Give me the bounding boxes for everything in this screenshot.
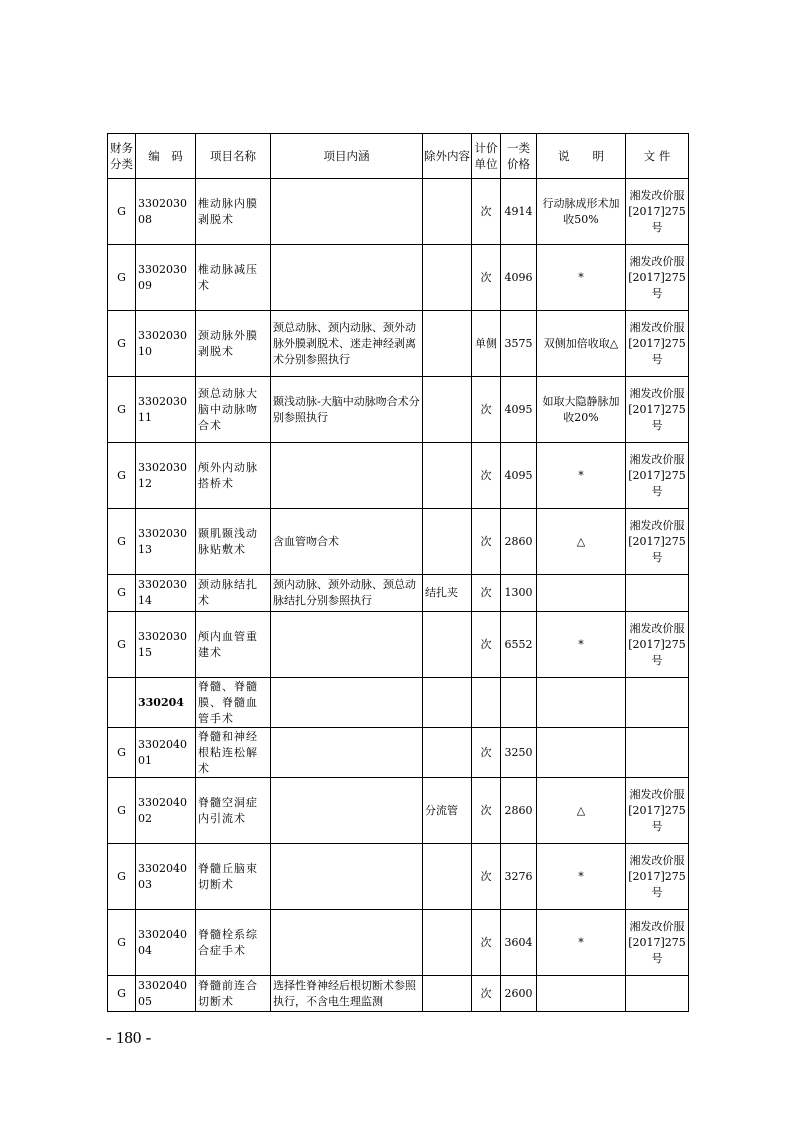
cell-excluded [423,443,472,509]
table-header-row [108,134,689,179]
cell-name: 颅外内动脉搭桥术 [196,443,271,509]
cell-category: G [108,612,136,678]
cell-code: 330204001 [136,728,196,778]
cell-note [537,575,626,612]
cell-category: G [108,377,136,443]
cell-content [271,443,423,509]
cell-file [626,575,689,612]
cell-name: 脊髓、脊髓膜、脊髓血管手术 [196,678,271,728]
cell-price: 3575 [501,311,537,377]
cell-name: 脊髓栓系综合症手术 [196,910,271,976]
table-row-section [108,678,689,728]
cell-file [626,976,689,1012]
cell-file: 湘发改价服[2017]275号 [626,377,689,443]
table-row [108,179,689,245]
cell-unit: 次 [472,910,501,976]
cell-code: 330203009 [136,245,196,311]
cell-code: 330203011 [136,377,196,443]
cell-code: 330203013 [136,509,196,575]
cell-note: * [537,612,626,678]
cell-price: 4914 [501,179,537,245]
cell-file: 湘发改价服[2017]275号 [626,910,689,976]
cell-name: 椎动脉减压术 [196,245,271,311]
cell-content: 颈内动脉、颈外动脉、颈总动脉结扎分别参照执行 [271,575,423,612]
cell-code: 330203008 [136,179,196,245]
header-code: 编 码 [136,134,196,179]
cell-content [271,844,423,910]
table-row [108,311,689,377]
table-row [108,377,689,443]
cell-category: G [108,443,136,509]
header-name: 项目名称 [196,134,271,179]
cell-file: 湘发改价服[2017]275号 [626,612,689,678]
cell-note [537,976,626,1012]
cell-category: G [108,311,136,377]
cell-excluded [423,377,472,443]
cell-note: △ [537,778,626,844]
header-file: 文 件 [626,134,689,179]
cell-name: 颈动脉结扎术 [196,575,271,612]
cell-excluded [423,678,472,728]
cell-price: 2860 [501,778,537,844]
cell-unit: 次 [472,377,501,443]
header-unit: 计价单位 [472,134,501,179]
cell-file: 湘发改价服[2017]275号 [626,245,689,311]
cell-excluded [423,509,472,575]
cell-content [271,179,423,245]
table-row [108,245,689,311]
cell-note [537,728,626,778]
cell-unit: 次 [472,509,501,575]
cell-file: 湘发改价服[2017]275号 [626,311,689,377]
cell-unit: 次 [472,245,501,311]
cell-excluded [423,976,472,1012]
cell-category: G [108,844,136,910]
cell-content [271,245,423,311]
cell-category [108,678,136,728]
cell-code: 330203015 [136,612,196,678]
cell-excluded [423,844,472,910]
cell-unit: 次 [472,179,501,245]
header-note: 说 明 [537,134,626,179]
cell-unit [472,678,501,728]
cell-excluded [423,612,472,678]
cell-code: 330203012 [136,443,196,509]
page-number: - 180 - [106,1028,152,1047]
cell-note: * [537,443,626,509]
cell-unit: 次 [472,844,501,910]
cell-name: 颈总动脉大脑中动脉吻合术 [196,377,271,443]
fee-table [107,133,689,1012]
cell-code: 330203010 [136,311,196,377]
cell-price: 3604 [501,910,537,976]
header-content: 项目内涵 [271,134,423,179]
cell-name: 颈动脉外膜剥脱术 [196,311,271,377]
cell-price: 4096 [501,245,537,311]
cell-unit: 次 [472,778,501,844]
cell-code: 330204 [136,678,196,728]
cell-note: 如取大隐静脉加收20% [537,377,626,443]
cell-content [271,778,423,844]
table-row [108,976,689,1012]
cell-name: 脊髓丘脑束切断术 [196,844,271,910]
cell-excluded: 分流管 [423,778,472,844]
cell-category: G [108,910,136,976]
cell-file: 湘发改价服[2017]275号 [626,509,689,575]
cell-excluded [423,910,472,976]
cell-content: 含血管吻合术 [271,509,423,575]
cell-unit: 次 [472,728,501,778]
cell-content [271,612,423,678]
header-category: 财务分类 [108,134,136,179]
cell-content [271,728,423,778]
cell-note: * [537,910,626,976]
cell-code: 330204003 [136,844,196,910]
cell-note: 双侧加倍收取△ [537,311,626,377]
cell-price: 3276 [501,844,537,910]
cell-category: G [108,778,136,844]
cell-file [626,728,689,778]
cell-note: △ [537,509,626,575]
cell-price: 6552 [501,612,537,678]
cell-unit: 次 [472,612,501,678]
cell-price: 4095 [501,377,537,443]
table-row [108,728,689,778]
table-row [108,844,689,910]
header-excluded: 除外内容 [423,134,472,179]
cell-price: 3250 [501,728,537,778]
cell-excluded [423,179,472,245]
cell-unit: 单侧 [472,311,501,377]
cell-price: 1300 [501,575,537,612]
cell-code: 330203014 [136,575,196,612]
cell-excluded [423,311,472,377]
cell-excluded [423,728,472,778]
table-row [108,910,689,976]
table-row [108,778,689,844]
cell-price [501,678,537,728]
cell-price: 2600 [501,976,537,1012]
cell-note: * [537,245,626,311]
cell-content: 选择性脊神经后根切断术参照执行，不含电生理监测 [271,976,423,1012]
cell-file: 湘发改价服[2017]275号 [626,179,689,245]
cell-note: * [537,844,626,910]
cell-file: 湘发改价服[2017]275号 [626,844,689,910]
cell-name: 椎动脉内膜剥脱术 [196,179,271,245]
cell-note: 行动脉成形术加收50% [537,179,626,245]
cell-category: G [108,509,136,575]
cell-name: 颅内血管重建术 [196,612,271,678]
cell-category: G [108,179,136,245]
cell-price: 4095 [501,443,537,509]
cell-file [626,678,689,728]
cell-excluded [423,245,472,311]
cell-category: G [108,728,136,778]
cell-content: 颈总动脉、颈内动脉、颈外动脉外膜剥脱术、迷走神经剥离术分别参照执行 [271,311,423,377]
cell-unit: 次 [472,575,501,612]
cell-content: 颞浅动脉-大脑中动脉吻合术分别参照执行 [271,377,423,443]
cell-note [537,678,626,728]
cell-category: G [108,976,136,1012]
cell-excluded: 结扎夹 [423,575,472,612]
table-row [108,509,689,575]
cell-name: 颞肌颞浅动脉贴敷术 [196,509,271,575]
cell-name: 脊髓和神经根粘连松解术 [196,728,271,778]
cell-category: G [108,575,136,612]
cell-content [271,910,423,976]
cell-unit: 次 [472,443,501,509]
cell-unit: 次 [472,976,501,1012]
table-row [108,575,689,612]
cell-content [271,678,423,728]
cell-file: 湘发改价服[2017]275号 [626,778,689,844]
cell-category: G [108,245,136,311]
cell-code: 330204004 [136,910,196,976]
cell-price: 2860 [501,509,537,575]
cell-code: 330204002 [136,778,196,844]
table-row [108,612,689,678]
cell-name: 脊髓空洞症内引流术 [196,778,271,844]
cell-file: 湘发改价服[2017]275号 [626,443,689,509]
cell-name: 脊髓前连合切断术 [196,976,271,1012]
table-row [108,443,689,509]
header-price: 一类价格 [501,134,537,179]
cell-code: 330204005 [136,976,196,1012]
